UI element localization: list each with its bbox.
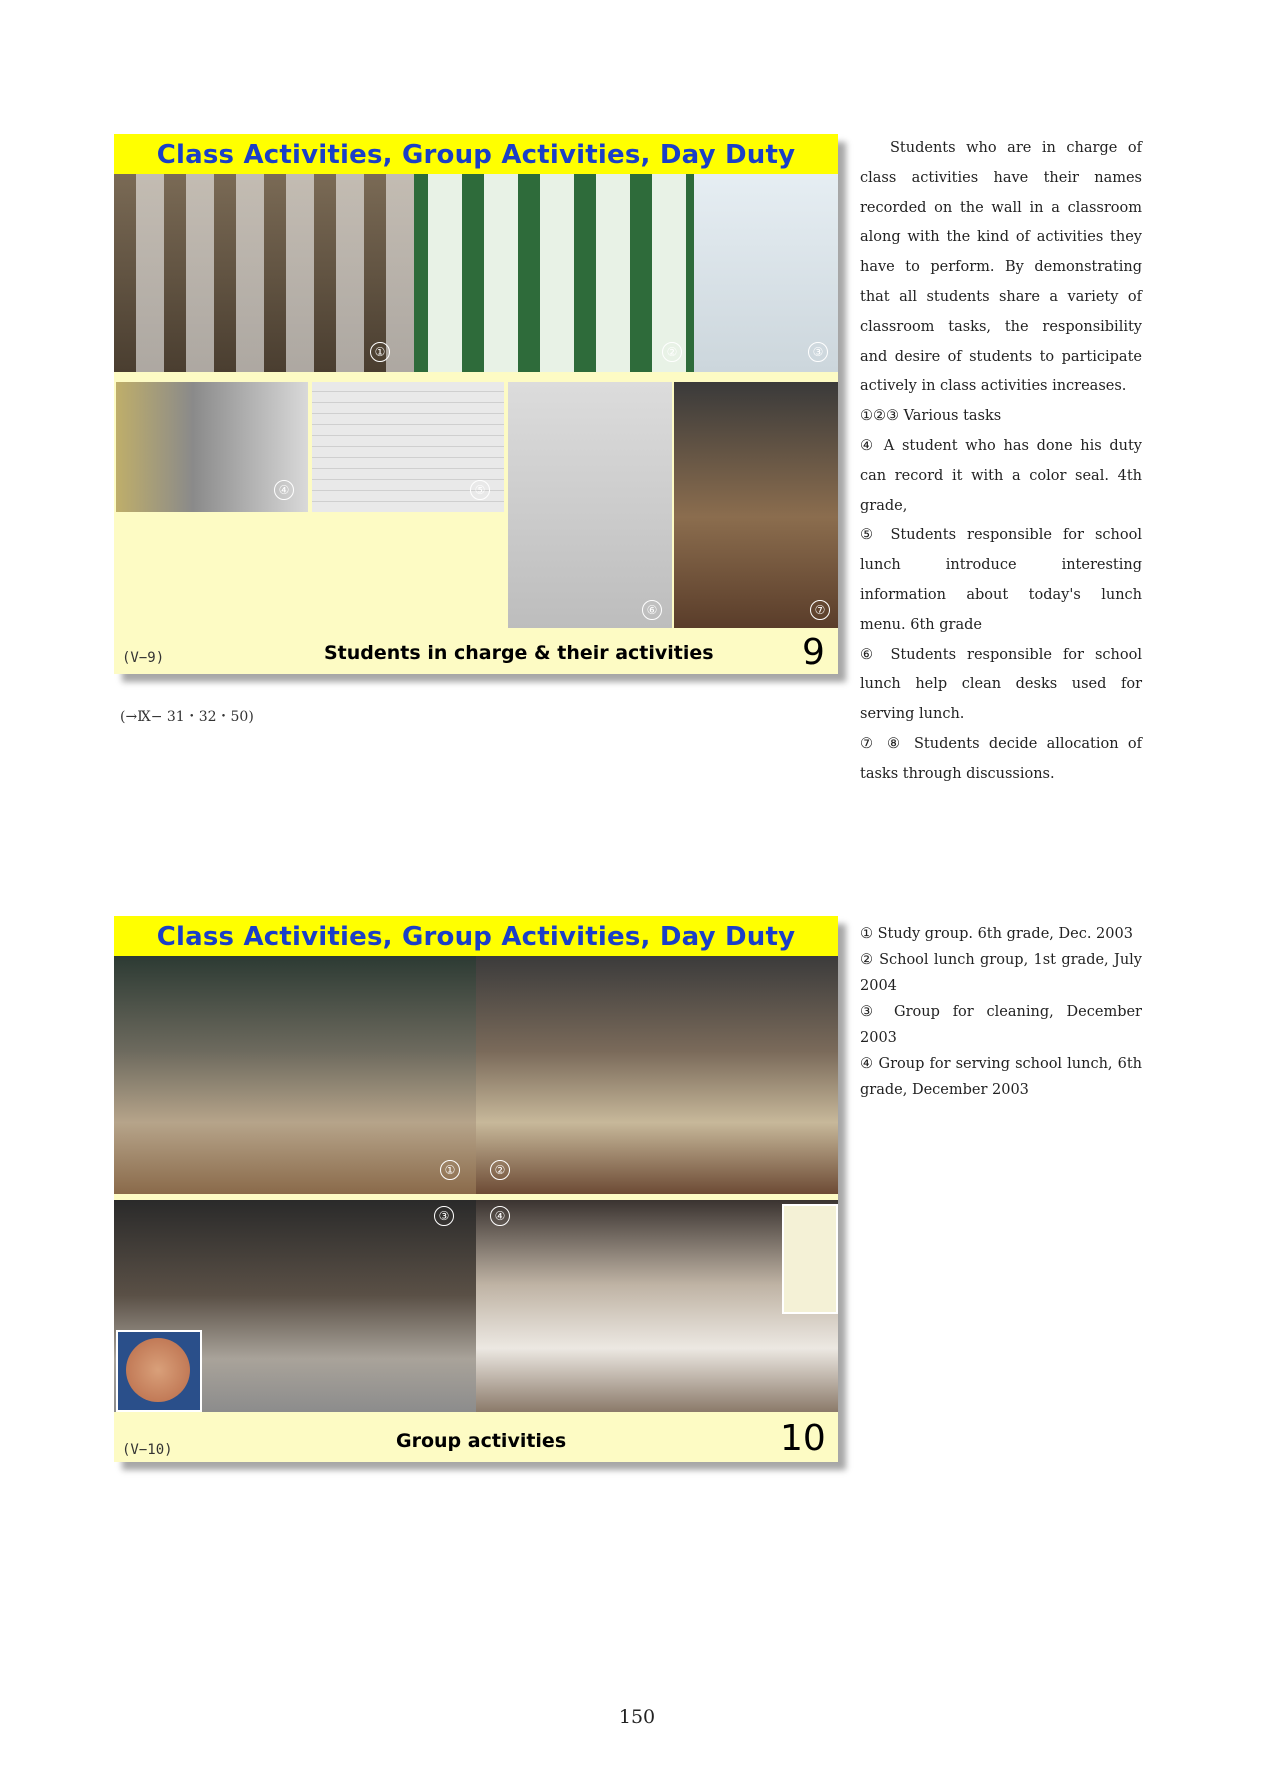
slide-9 — [114, 134, 838, 674]
photo-label: ⑤ — [470, 480, 490, 500]
wheel-shape — [126, 1338, 190, 1402]
photo-4 — [116, 382, 308, 512]
photo-5 — [312, 382, 504, 512]
list-item: ①②③ Various tasks — [860, 408, 1002, 425]
photo-3 — [694, 174, 838, 372]
photo-label: ④ — [490, 1206, 510, 1226]
list-item: ④ A student who has done his duty can record it with a color seal. 4th grade, — [860, 437, 1142, 514]
photo-3 — [114, 1200, 476, 1412]
photo-label: ③ — [808, 342, 828, 362]
slide-title: Class Activities, Group Activities, Day Duty — [114, 134, 838, 174]
list-item: ④ Group for serving school lunch, 6th grade, December 2003 — [860, 1056, 1142, 1098]
list-item: ⑤ Students responsible for school lunch introduce interesting information about today's lunch menu. 6th grade — [860, 527, 1142, 633]
page-number: 150 — [618, 1706, 656, 1728]
list-item: ⑦ ⑧ Students decide allocation of tasks through discussions. — [860, 735, 1142, 782]
cross-reference: (→Ⅸ− 31・32・50) — [120, 709, 254, 725]
slide-10 — [114, 916, 838, 1462]
photo-label: ⑦ — [810, 600, 830, 620]
intro-paragraph: Students who are in charge of class activities have their names recorded on the wall in a classroom along with the kind of activities they have to perform. By demonstrating that all students share a variety of classroom tasks, the responsibility and desire of students to participate actively in class activities increases. — [860, 140, 1142, 395]
list-item: ⑥ Students responsible for school lunch help clean desks used for serving lunch. — [860, 646, 1142, 723]
slide-caption: Group activities — [396, 1430, 567, 1452]
photo-label: ③ — [434, 1206, 454, 1226]
photo-4 — [476, 1200, 838, 1412]
photo-label: ⑥ — [642, 600, 662, 620]
photo-label: ① — [440, 1160, 460, 1180]
description-2 — [860, 921, 1142, 1103]
photo-label: ② — [662, 342, 682, 362]
rotation-wheel-inset — [116, 1330, 202, 1412]
list-item: ③ Group for cleaning, December 2003 — [860, 1004, 1142, 1046]
photo-label: ④ — [274, 480, 294, 500]
photo-7 — [674, 382, 838, 628]
photo-1 — [114, 956, 476, 1194]
photo-label: ① — [370, 342, 390, 362]
photo-2 — [414, 174, 694, 372]
photo-1 — [114, 174, 414, 372]
photo-2 — [476, 956, 838, 1194]
slide-title: Class Activities, Group Activities, Day Duty — [114, 916, 838, 956]
slide-code: (V−9) — [122, 650, 165, 666]
photo-6 — [508, 382, 672, 628]
photo-label: ② — [490, 1160, 510, 1180]
slide-number: 9 — [802, 632, 825, 673]
slide-code: (V−10) — [122, 1442, 173, 1458]
slide-caption: Students in charge & their activities — [324, 642, 714, 664]
poster-inset — [782, 1204, 838, 1314]
slide-number: 10 — [780, 1418, 826, 1459]
list-item: ① Study group. 6th grade, Dec. 2003 — [860, 926, 1133, 942]
description-1 — [860, 134, 1142, 790]
list-item: ② School lunch group, 1st grade, July 2004 — [860, 952, 1142, 994]
